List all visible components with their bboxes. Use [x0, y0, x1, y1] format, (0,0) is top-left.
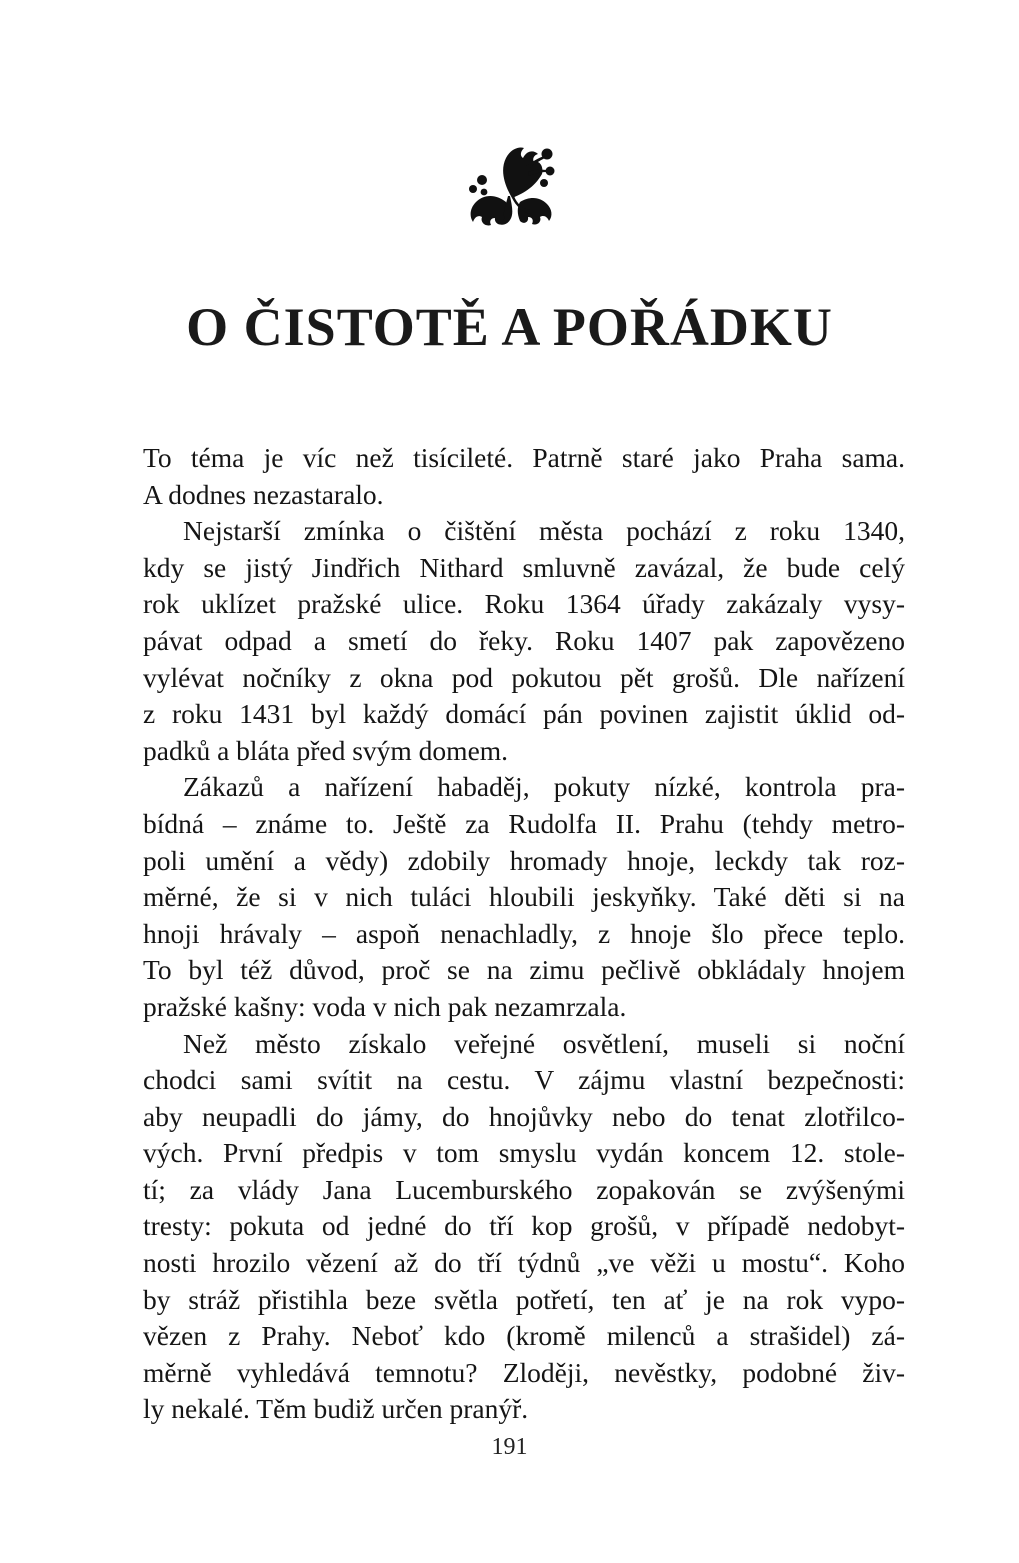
text-line: kdy se jistý Jindřich Nithard smluvně zavázal, že bude celý — [143, 551, 905, 583]
floral-ornament-icon — [0, 136, 1019, 237]
paragraph — [143, 440, 905, 513]
text-line: ly nekalé. Těm budiž určen pranýř. — [143, 1393, 529, 1425]
text-line: vězen z Prahy. Neboť kdo (kromě milenců a strašidel) zá- — [143, 1320, 905, 1352]
text-line: měrné, že si v nich tuláci hloubili jeskyňky. Také děti si na — [143, 881, 905, 913]
text-line: rok uklízet pražské ulice. Roku 1364 úřady zakázaly vysy- — [143, 588, 905, 620]
paragraph — [143, 769, 905, 1025]
chapter-title: O ČISTOTĚ A POŘÁDKU — [186, 297, 833, 357]
text-line: pražské kašny: voda v nich pak nezamrzala. — [143, 990, 627, 1022]
text-line: pávat odpad a smetí do řeky. Roku 1407 pak zapovězeno — [143, 624, 905, 656]
text-line: by stráž přistihla beze světla potřetí, ten ať je na rok vypo- — [143, 1283, 905, 1315]
text-line: vylévat nočníky z okna pod pokutou pět grošů. Dle nařízení — [143, 661, 905, 693]
text-line: To byl též důvod, proč se na zimu pečlivě obkládaly hnojem — [143, 954, 905, 986]
paragraph — [143, 513, 905, 769]
page-number: 191 — [491, 1434, 528, 1460]
text-line: Zákazů a nařízení habaděj, pokuty nízké, kontrola pra- — [183, 771, 905, 803]
text-line: poli umění a vědy) zdobily hromady hnoje, leckdy tak roz- — [143, 844, 905, 876]
text-line: Nejstarší zmínka o čištění města pochází z roku 1340, — [183, 515, 905, 547]
text-line: tí; za vlády Jana Lucemburského zopakován se zvýšenými — [143, 1173, 905, 1205]
text-line: chodci sami svítit na cestu. V zájmu vlastní bezpečnosti: — [143, 1064, 905, 1096]
text-line: nosti hrozilo vězení až do tří týdnů „ve věži u mostu“. Koho — [143, 1247, 905, 1279]
text-line: tresty: pokuta od jedné do tří kop grošů, v případě nedobyt- — [143, 1210, 905, 1242]
text-line: Než město získalo veřejné osvětlení, museli si noční — [183, 1027, 905, 1059]
text-line: z roku 1431 byl každý domácí pán povinen zajistit úklid od- — [143, 698, 905, 730]
paragraph — [143, 1026, 905, 1429]
text-line: aby neupadli do jámy, do hnojůvky nebo do tenat zlotřilco- — [143, 1100, 905, 1132]
text-line: A dodnes nezastaralo. — [143, 478, 384, 510]
text-line: vých. První předpis v tom smyslu vydán koncem 12. stole- — [143, 1137, 905, 1169]
text-line: měrně vyhledává temnotu? Zloději, nevěstky, podobné živ- — [143, 1356, 905, 1388]
body-text — [143, 440, 905, 1428]
text-line: padků a bláta před svým domem. — [143, 734, 509, 766]
text-line: bídná – známe to. Ještě za Rudolfa II. Prahu (tehdy metro- — [143, 807, 905, 839]
text-line: To téma je víc než tisícileté. Patrně staré jako Praha sama. — [143, 442, 905, 473]
text-line: hnoji hrávaly – aspoň nenachladly, z hnoje šlo přece teplo. — [143, 917, 905, 949]
